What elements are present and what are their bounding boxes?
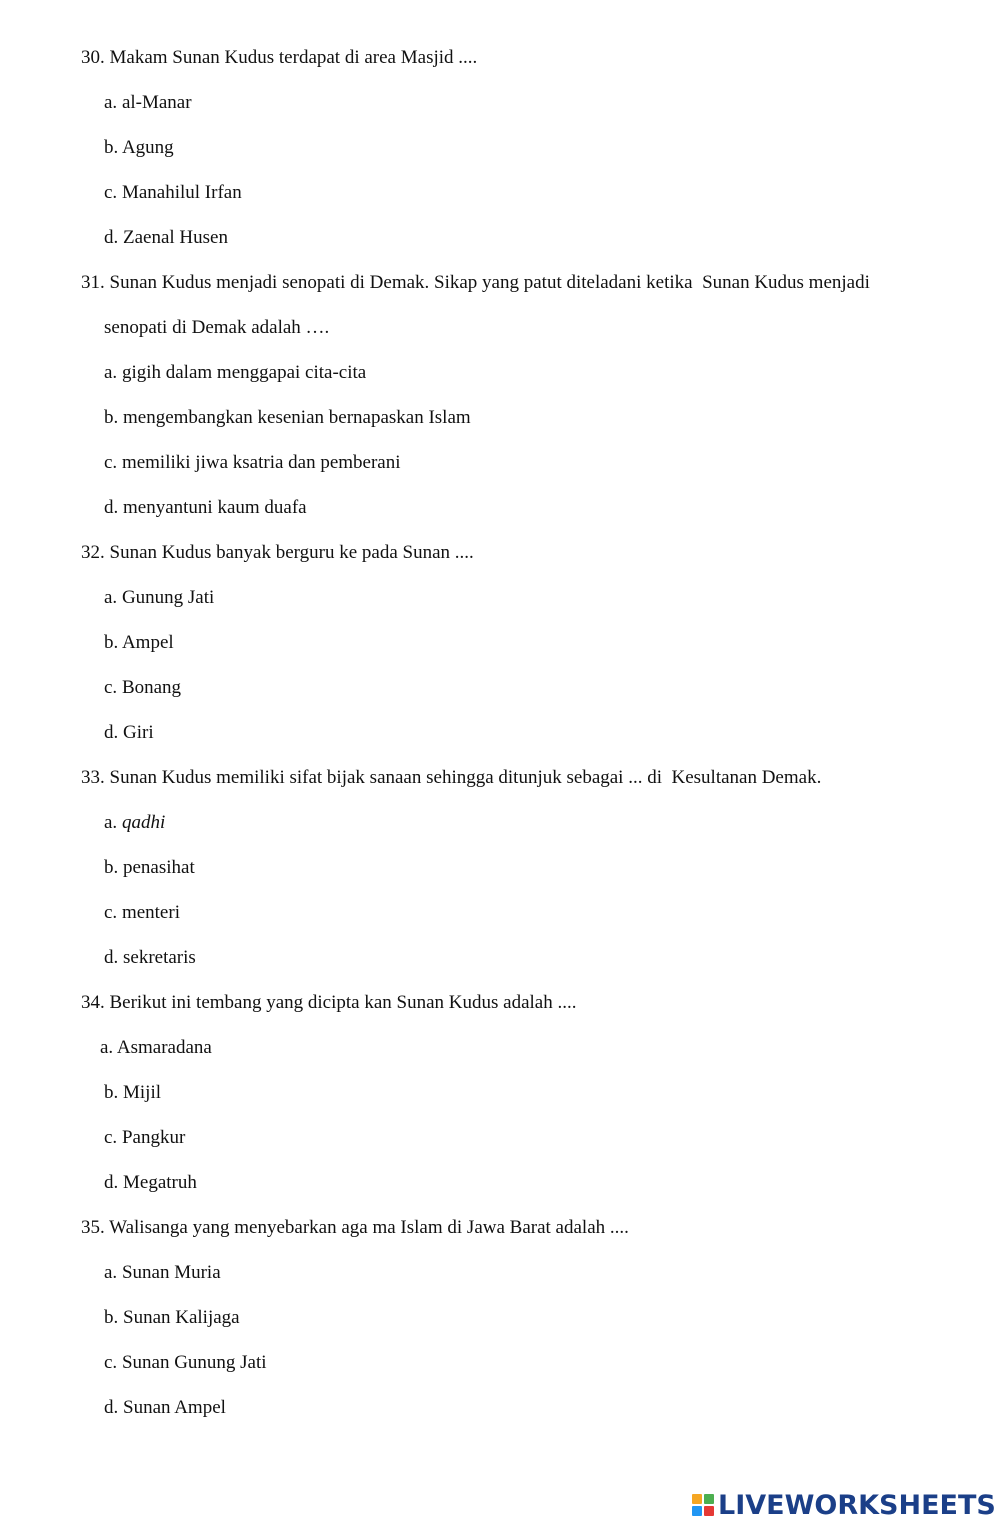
option-35b[interactable]: [104, 1307, 240, 1329]
question-32: [81, 542, 474, 564]
logo-cell: [704, 1506, 714, 1516]
option-letter: c.: [104, 902, 118, 923]
option-34a[interactable]: [100, 1037, 212, 1059]
question-number: 35.: [81, 1217, 105, 1238]
option-text: mengembangkan kesenian bernapaskan Islam: [123, 407, 471, 428]
question-34: [81, 992, 576, 1014]
option-letter: a.: [100, 1037, 114, 1058]
option-text: Sunan Muria: [121, 1262, 221, 1283]
logo-cell: [692, 1506, 702, 1516]
question-number: 33.: [81, 767, 105, 788]
option-text: Sunan Gunung Jati: [121, 1352, 267, 1373]
question-number: 32.: [81, 542, 105, 563]
option-30b[interactable]: [104, 137, 174, 159]
question-number: 34.: [81, 992, 105, 1013]
option-text: qadhi: [121, 812, 166, 833]
option-text: al-Manar: [121, 92, 192, 113]
option-35c[interactable]: [104, 1352, 267, 1374]
option-letter: d.: [104, 227, 119, 248]
option-31d[interactable]: [104, 497, 307, 519]
option-34d[interactable]: [104, 1172, 197, 1194]
option-text: penasihat: [123, 857, 195, 878]
option-33c[interactable]: [104, 902, 180, 924]
option-letter: a.: [104, 92, 118, 113]
option-letter: b.: [104, 137, 119, 158]
option-text: Giri: [123, 722, 154, 743]
option-text: Asmaradana: [116, 1037, 212, 1058]
question-31-continuation: senopati di Demak adalah ….: [104, 317, 330, 338]
option-text: menyantuni kaum duafa: [123, 497, 307, 518]
question-number: 30.: [81, 47, 105, 68]
option-letter: c.: [104, 452, 118, 473]
option-31c[interactable]: [104, 452, 401, 474]
option-letter: c.: [104, 1127, 118, 1148]
option-letter: b.: [104, 1307, 119, 1328]
option-text: Megatruh: [123, 1172, 197, 1193]
question-text: Makam Sunan Kudus terdapat di area Masjid ....: [109, 47, 478, 68]
option-35a[interactable]: [104, 1262, 221, 1284]
option-letter: b.: [104, 632, 119, 653]
option-35d[interactable]: [104, 1397, 226, 1419]
option-32b[interactable]: [104, 632, 174, 654]
option-letter: d.: [104, 722, 119, 743]
option-text: Gunung Jati: [121, 587, 215, 608]
option-letter: a.: [104, 1262, 118, 1283]
option-letter: d.: [104, 1397, 119, 1418]
option-letter: c.: [104, 1352, 118, 1373]
option-text: Agung: [121, 137, 174, 158]
option-text: Zaenal Husen: [123, 227, 228, 248]
option-letter: a.: [104, 362, 118, 383]
option-letter: a.: [104, 812, 118, 833]
option-31a[interactable]: [104, 362, 366, 384]
question-31: [81, 272, 870, 294]
question-text: Sunan Kudus menjadi senopati di Demak. Sikap yang patut diteladani ketika Sunan Kudus menjadi: [109, 272, 870, 293]
option-text: Bonang: [121, 677, 182, 698]
option-letter: d.: [104, 497, 119, 518]
option-30a[interactable]: [104, 92, 192, 114]
option-text: Mijil: [123, 1082, 162, 1103]
option-33a[interactable]: [104, 812, 165, 834]
question-text: Berikut ini tembang yang dicipta kan Sunan Kudus adalah ....: [109, 992, 577, 1013]
question-30: [81, 47, 477, 69]
option-34c[interactable]: [104, 1127, 185, 1149]
option-30d[interactable]: [104, 227, 228, 249]
option-letter: c.: [104, 677, 118, 698]
option-32d[interactable]: [104, 722, 154, 744]
question-number: 31.: [81, 272, 105, 293]
option-text: Sunan Ampel: [123, 1397, 226, 1418]
question-33: [81, 767, 821, 789]
option-text: Pangkur: [121, 1127, 186, 1148]
option-text: Manahilul Irfan: [121, 182, 242, 203]
option-32a[interactable]: [104, 587, 214, 609]
question-text: Walisanga yang menyebarkan aga ma Islam di Jawa Barat adalah ....: [109, 1217, 629, 1238]
option-text: Ampel: [121, 632, 174, 653]
question-text: Sunan Kudus banyak berguru ke pada Sunan ....: [109, 542, 474, 563]
option-text: sekretaris: [123, 947, 196, 968]
option-31b[interactable]: [104, 407, 471, 429]
option-text: Sunan Kalijaga: [123, 1307, 240, 1328]
logo-cell: [692, 1494, 702, 1504]
option-letter: d.: [104, 947, 119, 968]
option-32c[interactable]: [104, 677, 181, 699]
option-text: menteri: [121, 902, 180, 923]
option-letter: c.: [104, 182, 118, 203]
option-33d[interactable]: [104, 947, 196, 969]
option-letter: d.: [104, 1172, 119, 1193]
option-text: gigih dalam menggapai cita-cita: [121, 362, 367, 383]
question-text: Sunan Kudus memiliki sifat bijak sanaan sehingga ditunjuk sebagai ... di Kesultanan Demak.: [109, 767, 822, 788]
liveworksheets-logo-icon: [692, 1494, 714, 1516]
option-letter: b.: [104, 1082, 119, 1103]
watermark-text: LIVEWORKSHEETS: [718, 1489, 996, 1521]
option-30c[interactable]: [104, 182, 242, 204]
option-letter: b.: [104, 407, 119, 428]
logo-cell: [704, 1494, 714, 1504]
option-letter: b.: [104, 857, 119, 878]
question-35: [81, 1217, 629, 1239]
option-34b[interactable]: [104, 1082, 161, 1104]
option-text: memiliki jiwa ksatria dan pemberani: [121, 452, 401, 473]
liveworksheets-watermark: [692, 1489, 996, 1521]
option-letter: a.: [104, 587, 118, 608]
option-33b[interactable]: [104, 857, 195, 879]
